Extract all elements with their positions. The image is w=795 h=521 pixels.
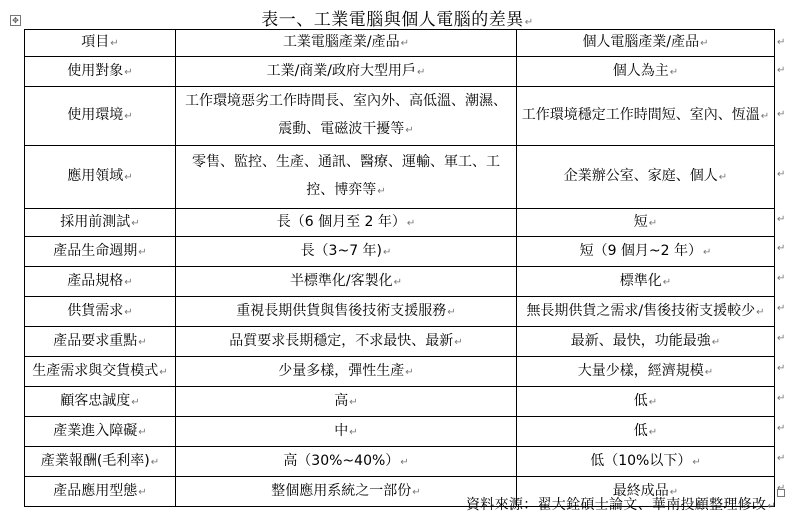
row-item-cell: 顧客忠誠度↵ <box>25 387 176 417</box>
comparison-table <box>24 29 775 507</box>
row-end-mark: ↵ <box>777 363 786 374</box>
table-row <box>25 237 775 267</box>
row-end-mark: ↵ <box>777 108 786 120</box>
row-end-mark: ↵ <box>777 168 786 180</box>
table-row <box>25 417 775 447</box>
row-end-mark: ↵ <box>777 243 786 254</box>
row-item-cell: 產業進入障礙↵ <box>25 417 176 447</box>
row-end-mark: ↵ <box>777 303 786 314</box>
row-end-mark: ↵ <box>777 65 786 76</box>
row-industrial-cell: 重視長期供貨與售後技術支援服務↵ <box>176 297 517 327</box>
source-note: 資料來源：翟大銓碩士論文、華南投顧整理修改↵ <box>466 497 776 513</box>
header-cell-personal: 個人電腦產業/產品↵ <box>517 30 775 57</box>
row-item-cell: 供貨需求↵ <box>25 297 176 327</box>
row-end-mark: ↵ <box>777 273 786 284</box>
table-row <box>25 357 775 387</box>
row-end-mark: ↵ <box>777 423 786 434</box>
row-end-mark: ↵ <box>777 393 786 404</box>
row-personal-cell: 工作環境穩定工作時間短、室內、恆溫↵ <box>517 87 775 146</box>
table-row <box>25 267 775 297</box>
row-item-cell: 產業報酬(毛利率)↵ <box>25 447 176 477</box>
table-row <box>25 57 775 87</box>
row-industrial-cell: 半標準化/客製化↵ <box>176 267 517 297</box>
row-item-cell: 採用前測試↵ <box>25 209 176 237</box>
table-row <box>25 146 775 209</box>
table-row <box>25 209 775 237</box>
row-personal-cell: 最新、最快，功能最強↵ <box>517 327 775 357</box>
table-row <box>25 447 775 477</box>
row-item-cell: 使用對象↵ <box>25 57 176 87</box>
row-end-mark: ↵ <box>777 36 786 48</box>
row-industrial-cell: 高（30%~40%）↵ <box>176 447 517 477</box>
row-industrial-cell: 零售、監控、生產、通訊、醫療、運輸、軍工、工控、博弈等↵ <box>176 146 517 209</box>
row-industrial-cell: 中↵ <box>176 417 517 447</box>
table-row <box>25 87 775 146</box>
row-industrial-cell: 工作環境惡劣工作時間長、室內外、高低溫、潮濕、震動、電磁波干擾等↵ <box>176 87 517 146</box>
row-personal-cell: 個人為主↵ <box>517 57 775 87</box>
row-end-mark: ↵ <box>777 483 786 494</box>
table-move-handle-icon[interactable]: ✥ <box>10 15 21 26</box>
table-title: 表一、工業電腦與個人電腦的差異↵ <box>261 10 534 30</box>
table-header-row <box>25 30 775 57</box>
row-item-cell: 產品生命週期↵ <box>25 237 176 267</box>
row-personal-cell: 企業辦公室、家庭、個人↵ <box>517 146 775 209</box>
row-personal-cell: 短（9 個月~2 年）↵ <box>517 237 775 267</box>
table-row <box>25 297 775 327</box>
row-industrial-cell: 少量多樣，彈性生產↵ <box>176 357 517 387</box>
row-industrial-cell: 工業/商業/政府大型用戶↵ <box>176 57 517 87</box>
row-industrial-cell: 長（6 個月至 2 年）↵ <box>176 209 517 237</box>
row-item-cell: 生產需求與交貨模式↵ <box>25 357 176 387</box>
row-industrial-cell: 高↵ <box>176 387 517 417</box>
row-end-mark: ↵ <box>777 333 786 344</box>
row-item-cell: 產品應用型態↵ <box>25 477 176 507</box>
header-cell-item: 項目↵ <box>25 30 176 57</box>
row-item-cell: 產品規格↵ <box>25 267 176 297</box>
row-end-mark: ↵ <box>777 214 786 225</box>
row-personal-cell: 無長期供貨之需求/售後技術支援較少↵ <box>517 297 775 327</box>
row-item-cell: 產品要求重點↵ <box>25 327 176 357</box>
row-personal-cell: 低↵ <box>517 417 775 447</box>
row-personal-cell: 低（10%以下）↵ <box>517 447 775 477</box>
row-personal-cell: 低↵ <box>517 387 775 417</box>
row-item-cell: 應用領域↵ <box>25 146 176 209</box>
row-industrial-cell: 長（3~7 年)↵ <box>176 237 517 267</box>
row-personal-cell: 最終成品↵ <box>517 477 775 507</box>
row-industrial-cell: 品質要求長期穩定，不求最快、最新↵ <box>176 327 517 357</box>
row-personal-cell: 標準化↵ <box>517 267 775 297</box>
table-row <box>25 387 775 417</box>
header-cell-industrial: 工業電腦產業/產品↵ <box>176 30 517 57</box>
row-industrial-cell: 整個應用系統之一部份↵ <box>176 477 517 507</box>
table-row <box>25 327 775 357</box>
row-end-mark: ↵ <box>777 453 786 464</box>
row-personal-cell: 大量少樣，經濟規模↵ <box>517 357 775 387</box>
row-personal-cell: 短↵ <box>517 209 775 237</box>
row-item-cell: 使用環境↵ <box>25 87 176 146</box>
